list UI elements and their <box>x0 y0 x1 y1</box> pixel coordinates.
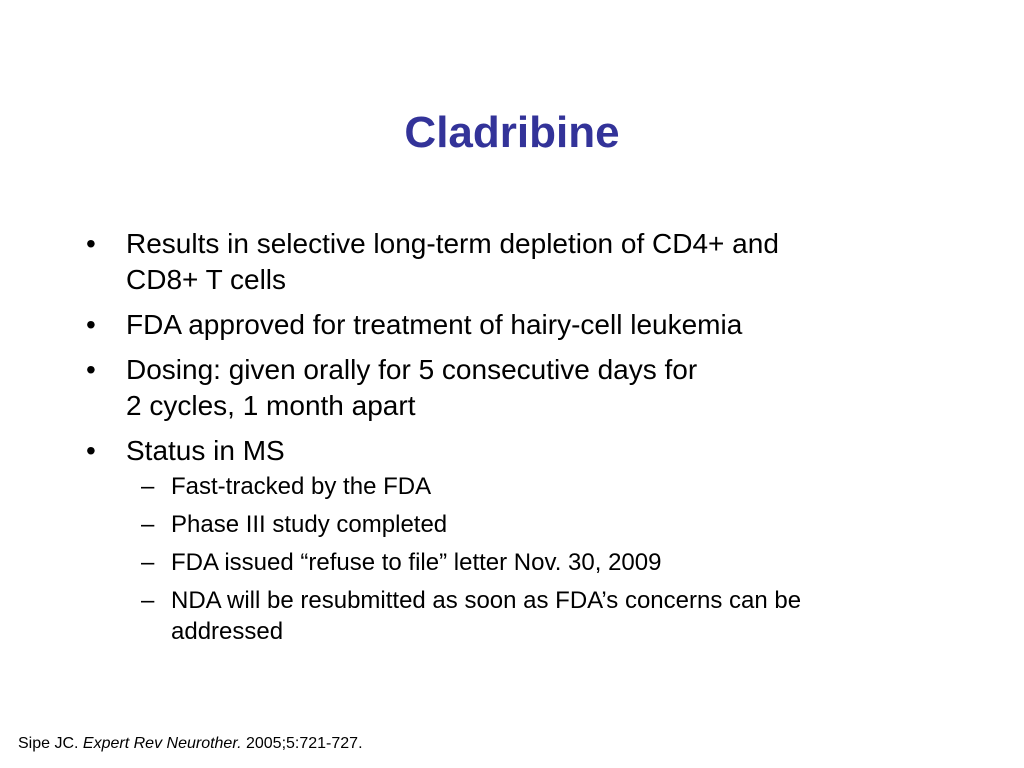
sub-bullet-text: NDA will be resubmitted as soon as FDA’s concerns can be <box>171 587 802 614</box>
sub-bullet-marker: – <box>141 511 155 538</box>
slide-title: Cladribine <box>404 108 620 157</box>
citation-author: Sipe JC. <box>18 735 79 752</box>
bullet-item <box>86 307 966 343</box>
bullet-marker: • <box>86 435 96 466</box>
sub-bullet-marker: – <box>141 549 155 576</box>
sub-bullet-text: Fast-tracked by the FDA <box>171 473 432 500</box>
sub-bullet-item <box>126 547 966 578</box>
bullet-text: Dosing: given orally for 5 consecutive days for <box>126 354 698 385</box>
bullet-item <box>86 433 966 647</box>
bullet-text: Results in selective long-term depletion of CD4+ and <box>126 228 779 259</box>
bullet-marker: • <box>86 309 96 340</box>
bullet-marker: • <box>86 228 96 259</box>
sub-bullet-item <box>126 509 966 540</box>
bullet-text-continued: 2 cycles, 1 month apart <box>126 390 416 421</box>
bullet-text: FDA approved for treatment of hairy-cell leukemia <box>126 309 743 340</box>
citation-journal: Expert Rev Neurother. <box>82 735 242 752</box>
bullet-text-continued: CD8+ T cells <box>126 264 287 295</box>
sub-bullet-text-continued: addressed <box>171 618 284 645</box>
sub-bullet-item <box>126 585 966 647</box>
sub-bullet-marker: – <box>141 473 155 500</box>
bullet-list <box>86 226 966 656</box>
bullet-item <box>86 226 966 298</box>
sub-bullet-text: Phase III study completed <box>171 511 448 538</box>
sub-bullet-item <box>126 471 966 502</box>
bullet-marker: • <box>86 354 96 385</box>
bullet-item <box>86 352 966 424</box>
citation-details: 2005;5:721-727. <box>245 735 363 752</box>
citation <box>18 734 363 754</box>
sub-bullet-marker: – <box>141 587 155 614</box>
sub-bullet-list <box>126 471 966 647</box>
bullet-text: Status in MS <box>126 435 285 466</box>
sub-bullet-text: FDA issued “refuse to file” letter Nov. 30, 2009 <box>171 549 662 576</box>
